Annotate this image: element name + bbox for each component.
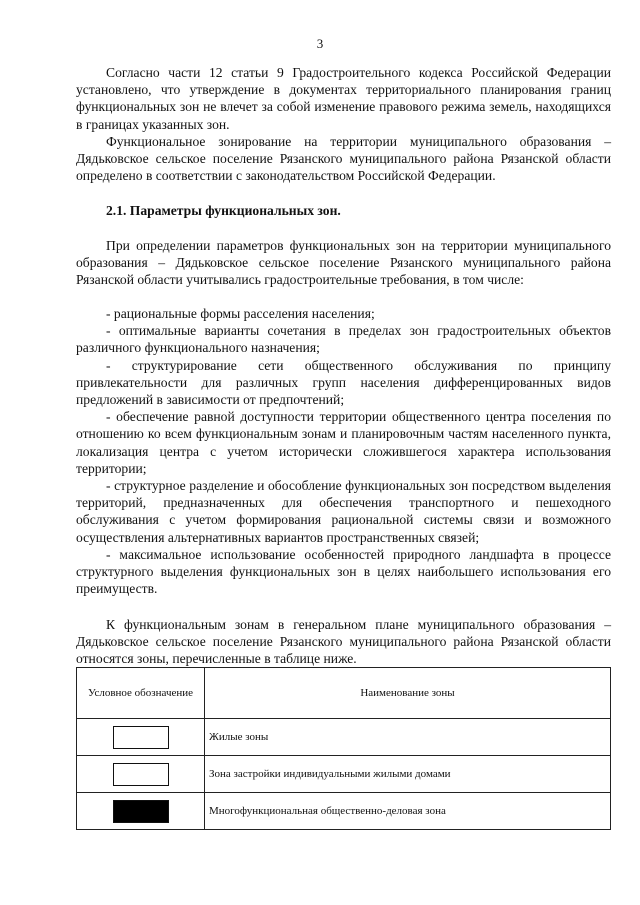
paragraph-intro: При определении параметров функциональных зон на территории муниципального образования – Дядьковское сельское поселение Рязанского муниципального района Рязанской области учитывались градостроительные требования, в том числе: — [76, 238, 611, 288]
requirement-item: - структурное разделение и обособление функциональных зон посредством выделения территорий, предназначенных для обеспечения транспортного и пешеходного обслуживания с учетом формирования рациональной системы связи и возможного осуществления альтернативных вариантов пространственных связей; — [76, 478, 611, 545]
zone-name: Зона застройки индивидуальными жилыми домами — [205, 756, 611, 793]
table-row — [77, 719, 611, 756]
zone-swatch — [113, 726, 169, 749]
table-row — [77, 793, 611, 830]
paragraph-closing: К функциональным зонам в генеральном плане муниципального образования – Дядьковское сельское поселение Рязанского муниципального района Рязанской области относятся зоны, перечисленные в таблице ниже. — [76, 617, 611, 667]
requirement-item: - структурирование сети общественного обслуживания по принципу привлекательности для различных групп населения дифференцированных видов предложений в зависимости от предпочтений; — [76, 357, 611, 408]
paragraph-zoning: Функциональное зонирование на территории муниципального образования – Дядьковское сельское поселение Рязанского муниципального района Рязанской области определено в соответствии с законодательством Российской Федерации. — [76, 134, 611, 184]
page-number: 3 — [316, 36, 324, 51]
requirement-item: - оптимальные варианты сочетания в пределах зон градостроительных объектов различного функционального назначения; — [76, 323, 611, 356]
zones-table — [76, 667, 611, 830]
zone-name: Жилые зоны — [205, 719, 611, 756]
zone-swatch — [113, 800, 169, 823]
paragraph-gradcode: Согласно части 12 статьи 9 Градостроительного кодекса Российской Федерации установлено, что утверждение в документах территориального планирования границ функциональных зон не влечет за собой изменение правового режима земель, находящихся в границах указанных зон. — [76, 65, 611, 132]
requirement-item: - рациональные формы расселения населения; — [106, 306, 375, 321]
table-row — [77, 756, 611, 793]
zone-name: Многофункциональная общественно-деловая зона — [205, 793, 611, 830]
table-header-symbol: Условное обозначение — [77, 668, 205, 719]
requirement-item: - максимальное использование особенностей природного ландшафта в процессе структурного выделения функциональных зон в целях наибольшего использования его преимуществ. — [76, 546, 611, 597]
section-heading: 2.1. Параметры функциональных зон. — [106, 203, 341, 218]
zone-swatch — [113, 763, 169, 786]
requirements-list — [76, 305, 611, 597]
requirement-item: - обеспечение равной доступности территории общественного центра поселения по отношению ко всем функциональным зонам и планировочным частям населенного пункта, локализация центра с учетом исторически сложившегося характера использования территории; — [76, 409, 611, 476]
table-header-name: Наименование зоны — [205, 668, 611, 719]
